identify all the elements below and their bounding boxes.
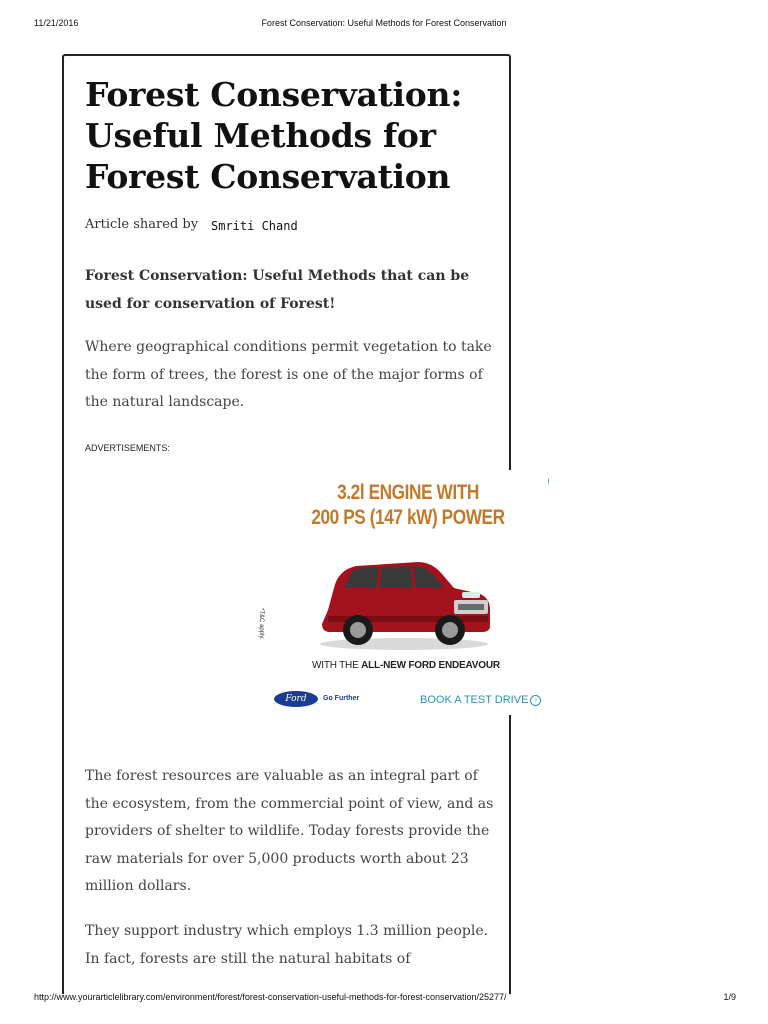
cta-label: BOOK A TEST DRIVE: [420, 694, 529, 706]
author-name[interactable]: Smriti Chand: [211, 219, 298, 233]
print-title: Forest Conservation: Useful Methods for Forest Conservation: [261, 18, 507, 28]
ad-headline-line-1: 3.2l ENGINE WITH: [337, 481, 479, 504]
ad-subline-prefix: WITH THE: [312, 660, 362, 671]
ad-headline: [293, 480, 523, 530]
book-test-drive-link[interactable]: [420, 694, 541, 706]
ford-logo: Ford: [274, 691, 318, 707]
ad-subline-model: ALL-NEW FORD ENDEAVOUR: [361, 660, 500, 671]
article-title: Forest Conservation: Useful Methods for Forest Conservation: [85, 75, 463, 196]
suv-car-image: [314, 548, 494, 653]
page-number: 1/9: [723, 992, 736, 1002]
byline-label: Article shared by: [85, 217, 199, 232]
advertisement-label: ADVERTISEMENTS:: [85, 443, 170, 453]
print-footer: [0, 992, 768, 1008]
print-url: http://www.yourarticlelibrary.com/environment/forest/forest-conservation-useful-methods-for-forest-conservation/25277/: [34, 992, 507, 1002]
ford-tagline: Go Further: [323, 695, 360, 702]
ford-advertisement[interactable]: [258, 470, 548, 715]
paragraph-1: Where geographical conditions permit vegetation to take the form of trees, the forest is one of the major forms of the natural landscape.: [85, 339, 492, 410]
paragraph-3: They support industry which employs 1.3 million people. In fact, forests are still the natural habitats of: [85, 923, 489, 967]
ad-terms: *T&C apply.: [258, 608, 264, 640]
article-lead: Forest Conservation: Useful Methods that can be used for conservation of Forest!: [85, 268, 470, 312]
ad-headline-line-2: 200 PS (147 kW) POWER: [311, 506, 505, 529]
print-header: [0, 18, 768, 34]
ad-subline: [312, 660, 500, 671]
chevron-right-icon: ›: [530, 695, 541, 706]
print-date: 11/21/2016: [34, 18, 79, 28]
paragraph-2: The forest resources are valuable as an integral part of the ecosystem, from the commercial point of view, and as providers of shelter to wildlife. Today forests provide the raw materials for over 5,000 products worth about 23 million dollars.: [85, 768, 494, 894]
